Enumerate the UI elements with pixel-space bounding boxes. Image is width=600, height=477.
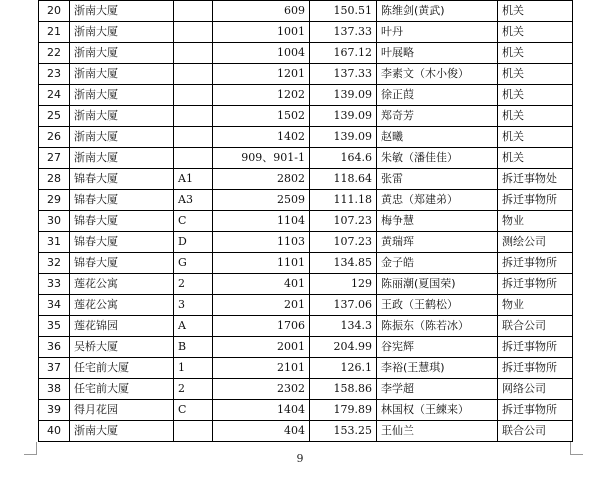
occupant-name-cell: 王仙兰 xyxy=(377,421,498,442)
work-unit-cell: 测绘公司 xyxy=(498,232,573,253)
room-number-cell: 1402 xyxy=(213,127,310,148)
occupant-name-cell: 叶丹 xyxy=(377,22,498,43)
row-number-cell: 32 xyxy=(39,253,70,274)
room-number-cell: 2302 xyxy=(213,379,310,400)
building-section-cell: 3 xyxy=(174,295,213,316)
table-row xyxy=(39,274,573,295)
building-name-cell: 浙南大厦 xyxy=(70,22,174,43)
table-row xyxy=(39,421,573,442)
building-name-cell: 浙南大厦 xyxy=(70,64,174,85)
table-row xyxy=(39,127,573,148)
building-name-cell: 莲花公寓 xyxy=(70,274,174,295)
occupant-name-cell: 李裕(王慧琪) xyxy=(377,358,498,379)
table-body xyxy=(39,1,573,442)
building-section-cell: B xyxy=(174,337,213,358)
occupant-name-cell: 朱敏（潘佳佳） xyxy=(377,148,498,169)
room-number-cell: 1101 xyxy=(213,253,310,274)
row-number-cell: 34 xyxy=(39,295,70,316)
occupant-name-cell: 李学超 xyxy=(377,379,498,400)
floor-area-cell: 150.51 xyxy=(310,1,377,22)
row-number-cell: 24 xyxy=(39,85,70,106)
row-number-cell: 26 xyxy=(39,127,70,148)
room-number-cell: 1001 xyxy=(213,22,310,43)
floor-area-cell: 153.25 xyxy=(310,421,377,442)
room-number-cell: 1404 xyxy=(213,400,310,421)
work-unit-cell: 拆迁事物处 xyxy=(498,169,573,190)
building-name-cell: 莲花公寓 xyxy=(70,295,174,316)
occupant-name-cell: 梅争慧 xyxy=(377,211,498,232)
work-unit-cell: 机关 xyxy=(498,106,573,127)
table-row xyxy=(39,232,573,253)
table-row xyxy=(39,295,573,316)
room-number-cell: 1202 xyxy=(213,85,310,106)
room-number-cell: 201 xyxy=(213,295,310,316)
floor-area-cell: 179.89 xyxy=(310,400,377,421)
row-number-cell: 36 xyxy=(39,337,70,358)
row-number-cell: 38 xyxy=(39,379,70,400)
table-row xyxy=(39,337,573,358)
table-row xyxy=(39,379,573,400)
building-name-cell: 锦春大厦 xyxy=(70,190,174,211)
room-number-cell: 1201 xyxy=(213,64,310,85)
building-section-cell: C xyxy=(174,211,213,232)
row-number-cell: 23 xyxy=(39,64,70,85)
building-section-cell xyxy=(174,1,213,22)
building-section-cell: G xyxy=(174,253,213,274)
table-row xyxy=(39,190,573,211)
building-name-cell: 浙南大厦 xyxy=(70,421,174,442)
work-unit-cell: 机关 xyxy=(498,85,573,106)
work-unit-cell: 物业 xyxy=(498,211,573,232)
work-unit-cell: 拆迁事物所 xyxy=(498,358,573,379)
occupant-name-cell: 谷宪辉 xyxy=(377,337,498,358)
occupant-name-cell: 赵曦 xyxy=(377,127,498,148)
floor-area-cell: 204.99 xyxy=(310,337,377,358)
occupant-name-cell: 陈丽潮(夏国荣) xyxy=(377,274,498,295)
building-name-cell: 锦春大厦 xyxy=(70,169,174,190)
floor-area-cell: 139.09 xyxy=(310,127,377,148)
occupant-name-cell: 黄忠（郑建弟） xyxy=(377,190,498,211)
row-number-cell: 22 xyxy=(39,43,70,64)
occupant-name-cell: 叶展略 xyxy=(377,43,498,64)
building-section-cell: A1 xyxy=(174,169,213,190)
building-name-cell: 吴桥大厦 xyxy=(70,337,174,358)
work-unit-cell: 联合公司 xyxy=(498,421,573,442)
building-section-cell: 1 xyxy=(174,358,213,379)
occupant-name-cell: 张雷 xyxy=(377,169,498,190)
work-unit-cell: 机关 xyxy=(498,127,573,148)
work-unit-cell: 机关 xyxy=(498,43,573,64)
floor-area-cell: 164.6 xyxy=(310,148,377,169)
occupant-name-cell: 金子皓 xyxy=(377,253,498,274)
room-number-cell: 1104 xyxy=(213,211,310,232)
row-number-cell: 33 xyxy=(39,274,70,295)
floor-area-cell: 134.85 xyxy=(310,253,377,274)
table-row xyxy=(39,253,573,274)
floor-area-cell: 167.12 xyxy=(310,43,377,64)
room-number-cell: 1103 xyxy=(213,232,310,253)
occupant-name-cell: 王政（王鹤松） xyxy=(377,295,498,316)
table-row xyxy=(39,400,573,421)
building-section-cell: A3 xyxy=(174,190,213,211)
row-number-cell: 25 xyxy=(39,106,70,127)
table-row xyxy=(39,169,573,190)
occupant-name-cell: 徐正葭 xyxy=(377,85,498,106)
building-name-cell: 锦春大厦 xyxy=(70,232,174,253)
building-name-cell: 浙南大厦 xyxy=(70,43,174,64)
occupant-name-cell: 陈维剑(黄武) xyxy=(377,1,498,22)
work-unit-cell: 拆迁事物所 xyxy=(498,337,573,358)
table-row xyxy=(39,148,573,169)
table-row xyxy=(39,43,573,64)
building-section-cell xyxy=(174,22,213,43)
building-section-cell xyxy=(174,148,213,169)
work-unit-cell: 拆迁事物所 xyxy=(498,190,573,211)
floor-area-cell: 137.33 xyxy=(310,64,377,85)
building-name-cell: 莲花锦园 xyxy=(70,316,174,337)
building-section-cell xyxy=(174,127,213,148)
building-name-cell: 锦春大厦 xyxy=(70,211,174,232)
page-number: 9 xyxy=(296,452,304,465)
building-name-cell: 浙南大厦 xyxy=(70,106,174,127)
building-name-cell: 浙南大厦 xyxy=(70,1,174,22)
table-row xyxy=(39,106,573,127)
building-name-cell: 浙南大厦 xyxy=(70,148,174,169)
work-unit-cell: 机关 xyxy=(498,22,573,43)
floor-area-cell: 111.18 xyxy=(310,190,377,211)
building-name-cell: 锦春大厦 xyxy=(70,253,174,274)
building-name-cell: 得月花园 xyxy=(70,400,174,421)
row-number-cell: 27 xyxy=(39,148,70,169)
building-name-cell: 浙南大厦 xyxy=(70,127,174,148)
floor-area-cell: 118.64 xyxy=(310,169,377,190)
occupant-name-cell: 黄瑞珲 xyxy=(377,232,498,253)
row-number-cell: 40 xyxy=(39,421,70,442)
work-unit-cell: 联合公司 xyxy=(498,316,573,337)
room-number-cell: 2001 xyxy=(213,337,310,358)
room-number-cell: 404 xyxy=(213,421,310,442)
occupant-name-cell: 陈振东（陈若冰） xyxy=(377,316,498,337)
table-row xyxy=(39,211,573,232)
building-section-cell xyxy=(174,421,213,442)
work-unit-cell: 机关 xyxy=(498,148,573,169)
row-number-cell: 20 xyxy=(39,1,70,22)
floor-area-cell: 158.86 xyxy=(310,379,377,400)
building-section-cell: C xyxy=(174,400,213,421)
row-number-cell: 29 xyxy=(39,190,70,211)
building-name-cell: 任宅前大厦 xyxy=(70,358,174,379)
building-section-cell xyxy=(174,85,213,106)
room-number-cell: 609 xyxy=(213,1,310,22)
work-unit-cell: 机关 xyxy=(498,64,573,85)
floor-area-cell: 137.33 xyxy=(310,22,377,43)
building-name-cell: 浙南大厦 xyxy=(70,85,174,106)
table-row xyxy=(39,316,573,337)
floor-area-cell: 129 xyxy=(310,274,377,295)
room-number-cell: 2802 xyxy=(213,169,310,190)
row-number-cell: 31 xyxy=(39,232,70,253)
floor-area-cell: 139.09 xyxy=(310,85,377,106)
work-unit-cell: 拆迁事物所 xyxy=(498,274,573,295)
floor-area-cell: 107.23 xyxy=(310,211,377,232)
room-number-cell: 1502 xyxy=(213,106,310,127)
table-row xyxy=(39,1,573,22)
housing-table xyxy=(38,0,573,442)
table-row xyxy=(39,85,573,106)
building-section-cell xyxy=(174,43,213,64)
floor-area-cell: 137.06 xyxy=(310,295,377,316)
occupant-name-cell: 郑奇芳 xyxy=(377,106,498,127)
table-row xyxy=(39,358,573,379)
row-number-cell: 30 xyxy=(39,211,70,232)
occupant-name-cell: 李素文（木小俊） xyxy=(377,64,498,85)
work-unit-cell: 机关 xyxy=(498,1,573,22)
work-unit-cell: 拆迁事物所 xyxy=(498,253,573,274)
work-unit-cell: 网络公司 xyxy=(498,379,573,400)
building-section-cell: 2 xyxy=(174,379,213,400)
room-number-cell: 1706 xyxy=(213,316,310,337)
table-row xyxy=(39,22,573,43)
floor-area-cell: 107.23 xyxy=(310,232,377,253)
row-number-cell: 37 xyxy=(39,358,70,379)
floor-area-cell: 126.1 xyxy=(310,358,377,379)
room-number-cell: 2101 xyxy=(213,358,310,379)
row-number-cell: 39 xyxy=(39,400,70,421)
building-section-cell xyxy=(174,106,213,127)
building-name-cell: 任宅前大厦 xyxy=(70,379,174,400)
work-unit-cell: 物业 xyxy=(498,295,573,316)
building-section-cell xyxy=(174,64,213,85)
occupant-name-cell: 林国权（王練来） xyxy=(377,400,498,421)
room-number-cell: 401 xyxy=(213,274,310,295)
room-number-cell: 1004 xyxy=(213,43,310,64)
floor-area-cell: 139.09 xyxy=(310,106,377,127)
row-number-cell: 35 xyxy=(39,316,70,337)
work-unit-cell: 拆迁事物所 xyxy=(498,400,573,421)
room-number-cell: 2509 xyxy=(213,190,310,211)
building-section-cell: D xyxy=(174,232,213,253)
table-row xyxy=(39,64,573,85)
row-number-cell: 21 xyxy=(39,22,70,43)
building-section-cell: A xyxy=(174,316,213,337)
room-number-cell: 909、901-1 xyxy=(213,148,310,169)
row-number-cell: 28 xyxy=(39,169,70,190)
floor-area-cell: 134.3 xyxy=(310,316,377,337)
building-section-cell: 2 xyxy=(174,274,213,295)
